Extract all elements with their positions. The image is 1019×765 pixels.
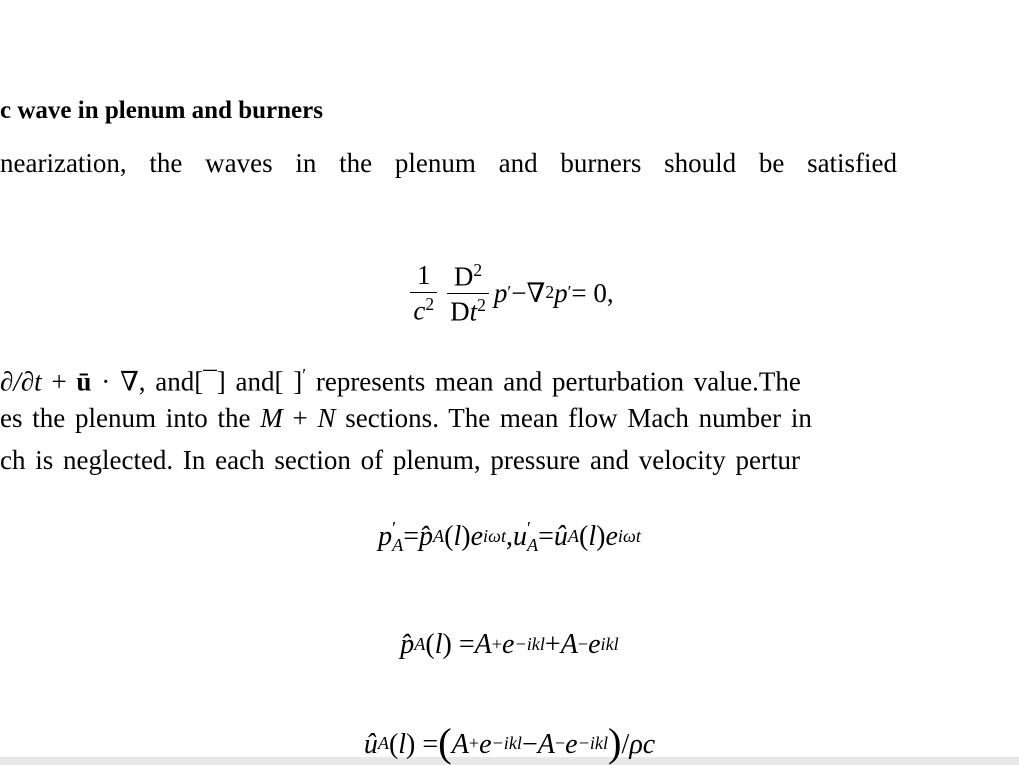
equation-wave: $\frac{1}{c^2}$ $\frac{D^2}{Dt^2}$ p ′ − ∇ 2 p ′ = 0, (0, 248, 1019, 338)
sup-sub-stack: ′ A (392, 520, 403, 555)
equation-pressure-amplitude: p̂ A ( l ) = A + e −ikl + A − e ikl (0, 628, 1019, 662)
section-heading: c wave in plenum and burners (0, 95, 323, 127)
equation-modal-decomposition: p ′ A = p̂ A ( l ) e iωt , u ′ A = û A ( l ) e iωt (0, 520, 1019, 555)
paragraph-intro-line: nearization, the waves in the plenum and burners should be satisfied (0, 146, 1019, 180)
sup-sub-stack: ′ A (527, 520, 538, 555)
paragraph-body-line-3: ch is neglected. In each section of plenum, pressure and velocity pertur (0, 443, 1019, 477)
fraction: $\frac{D^2}{Dt^2}$ (447, 261, 489, 326)
equation-velocity-amplitude: û A ( l ) = ( A + e −ikl − A − e −ikl ) / ρc (0, 724, 1019, 765)
paragraph-body-line-1: ∂/∂t + ū · ∇, and[¯] and[ ]′ represents mean and perturbation value.The (0, 358, 1019, 399)
fraction: $\frac{1}{c^2}$ (410, 261, 437, 324)
paragraph-body-line-2: es the plenum into the M + N sections. The mean flow Mach number in (0, 401, 1019, 435)
